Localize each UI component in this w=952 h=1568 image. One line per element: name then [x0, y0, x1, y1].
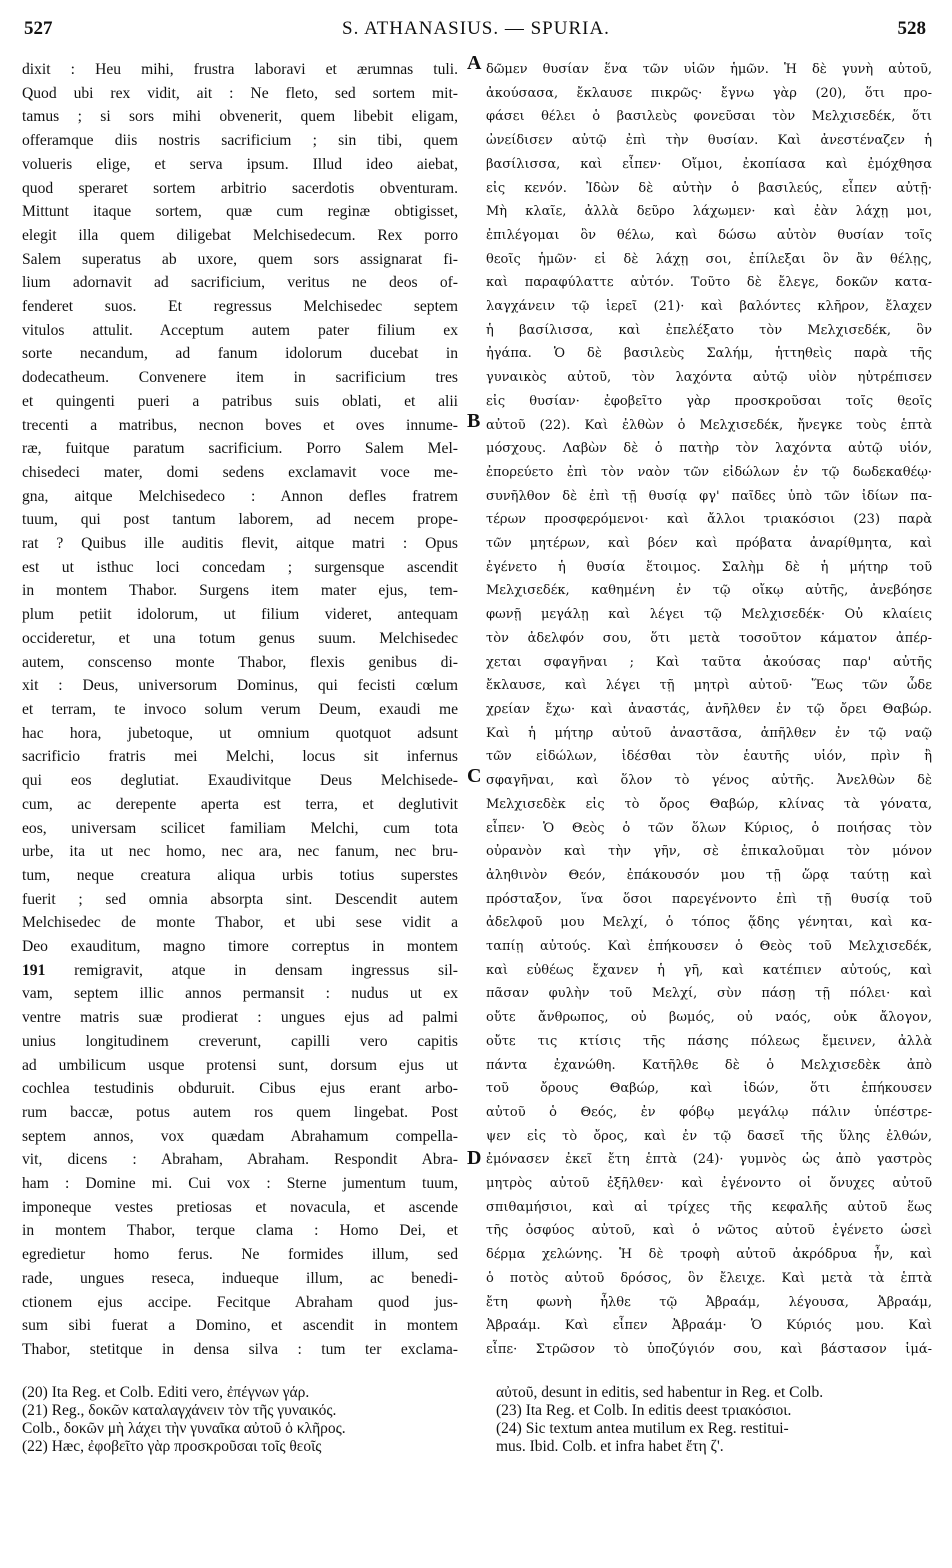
latin-text-line: septem annos, vox quædam Abrahamum compella- [22, 1127, 458, 1145]
greek-text-line: βασίλισσα, καὶ εἶπεν· Οἴμοι, ἐκοπίασα καὶ ἐμόχθησα [486, 156, 932, 172]
footnote-line: Colb., δοκῶν μὴ λάχει τὴν γυναῖκα αὐτοῦ ὁ κλῆρος. [22, 1420, 346, 1437]
latin-text-line: est ut isthuc loci concedam ; surgensque ascendit [22, 558, 458, 576]
latin-text-line: vitulos attulit. Acceptum autem pater filium ex [22, 321, 458, 339]
greek-text-line: δῶμεν θυσίαν ἕνα τῶν υἱῶν ἡμῶν. Ἡ δὲ γυνὴ αὐτοῦ, [486, 62, 932, 77]
latin-text-line: fuerit ; sed omnia absorpta sint. Descendit autem [22, 890, 458, 908]
greek-text-line: σφαγῆναι, καὶ ὅλον τὸ γένος αὐτῆς. Ἀνελθὼν δὲ [486, 773, 932, 789]
greek-text-line: ἐπιλέγομαι ὃν θέλω, καὶ δώσω αὐτὸν θυσίαν τοῖς [486, 227, 932, 243]
greek-text-line: ἀκούσασα, ἔκλαυσε πικρῶς· ἔγνω γὰρ (20), ὅτι προ- [486, 85, 932, 101]
latin-text-line: tamus ; si sors mihi obvenerit, quem libebit eligam, [22, 108, 458, 126]
right-page-number: 528 [897, 18, 926, 39]
greek-text-line: ἔκλαυσε, καὶ λέγει τῇ μητρὶ αὐτοῦ· Ἕως τῶν ὧδε [486, 678, 932, 694]
latin-text-line: hac hora, jubetoque, ut omnium quotquot adsunt [22, 724, 458, 742]
latin-text-line: autem, conscenso monte Thabor, flexis genibus di- [22, 653, 458, 671]
latin-text-line: trecenti a matribus, necnon boves et oves innume- [22, 416, 458, 434]
latin-column [22, 58, 458, 1362]
latin-text-line: Salem superatus ab uxore, quem sors assignarat fi- [22, 250, 458, 268]
greek-text-line: οὔτε τις κτίσις τῆς πάσης πόλεως ἔμεινεν, ἀλλὰ [486, 1033, 932, 1049]
margin-marker-b: B [467, 410, 481, 432]
greek-text-line: εἰς θυσίαν· ἐφοβεῖτο γὰρ προσκροῦσαι τοῖς θεοῖς [486, 393, 932, 409]
margin-marker-d: D [467, 1147, 482, 1169]
latin-text-line: 191 remigravit, atque in densam ingressus sil- [22, 961, 458, 979]
latin-text-line: vam, septem illic annos permansit : nudus ut ex [22, 985, 458, 1003]
latin-text-line: in montem Thabor, terque clama : Homo Dei, et [22, 1222, 458, 1240]
latin-text-line: Thabor, stetitque in densa silva : tum ter exclama- [22, 1340, 458, 1358]
latin-text-line: ræ, fuitque paratum sacrificium. Porro Salem Mel- [22, 440, 458, 458]
latin-text-line: Melchisedec de monte Thabor, et ubi sese vidit a [22, 914, 458, 932]
latin-text-line: cum, ac derepente aperta est terra, et deglutivit [22, 795, 458, 813]
greek-text-line: οὔτε ἄνθρωπος, οὐ βωμός, οὐ ναός, οὐκ ἄλογον, [486, 1010, 932, 1026]
latin-text-line: dixit : Heu mihi, frustra laboravi et ærumnas tuli. [22, 61, 458, 78]
footnote-line: αὐτοῦ, desunt in editis, sed habentur in Reg. et Colb. [496, 1384, 824, 1401]
latin-text-line: urbe, ita ut nec homo, nec ara, nec fanum, nec bru- [22, 843, 458, 861]
greek-text-line: αὐτοῦ ὁ Θεός, ἐν φόβῳ μεγάλῳ πάλιν ὑπέστρε- [486, 1104, 932, 1120]
greek-text-line: πᾶσαν φυλὴν τοῦ Μελχί, σὺν πάσῃ τῇ πόλει· καὶ [486, 986, 932, 1002]
greek-text-line: ἀδελφοῦ μου Μελχί, ὁ τόπος ᾅδης γένηται, καὶ κα- [486, 915, 932, 931]
greek-text-line: οὐρανὸν καὶ τὴν γῆν, σὲ ἐπικαλοῦμαι τὸν μόνον [486, 844, 932, 860]
greek-text-line: τῆς ὀσφύος αὐτοῦ, καὶ ὁ νῶτος αὐτοῦ ἐγένετο ὡσεὶ [486, 1223, 932, 1239]
latin-text-line: et quingenti pueri a patribus suis oblati, et alii [22, 392, 458, 410]
greek-text-line: ἠγάπα. Ὁ δὲ βασιλεὺς Σαλήμ, ἡττηθεὶς παρὰ τῆς [486, 346, 932, 362]
greek-text-line: καὶ εὐθέως ἔχανεν ἡ γῆ, καὶ κατέπιεν αὐτούς, καὶ [486, 962, 932, 978]
greek-text-line: χρείαν ἔχω· καὶ ἀναστάς, ἀνῆλθεν ἐν τῷ ὄρει Θαβώρ. [486, 701, 932, 717]
greek-text-line: ἔτη φωνὴ ἦλθε τῷ Ἀβραάμ, λέγουσα, Ἀβραάμ, [486, 1294, 932, 1310]
latin-text-line: tum, neque creatura aliqua urbis totius superstes [22, 866, 458, 884]
latin-text-line: occideretur, et una totum genus suum. Melchisedec [22, 629, 458, 647]
latin-text-line: ventre matris suæ prodierat : ungues ejus ad palmi [22, 1009, 458, 1027]
greek-text-line: φωνῇ μεγάλῃ καὶ λέγει τῷ Μελχισεδέκ· Οὐ κλαίεις [486, 607, 932, 623]
latin-text-line: dodecatheum. Convenere item in sacrificium tres [22, 369, 458, 387]
latin-text-line: rum baccæ, potus autem ros quem lingebat. Post [22, 1103, 458, 1121]
greek-text-line: Καὶ ἡ μήτηρ αὐτοῦ ἀναστᾶσα, ἀπῆλθεν ἐν τῷ ναῷ [486, 725, 932, 741]
greek-text-line: ἡ βασίλισσα, καὶ ἐπελέξατο τὸν Μελχισεδέκ, ὃν [486, 322, 932, 338]
greek-text-line: μόσχους. Λαβὼν δὲ ὁ πατὴρ τὸν λαχόντα αὐτῷ υἱόν, [486, 441, 932, 457]
greek-text-line: τοῦ ὄρους Θαβώρ, καὶ ἰδών, ὅτι ἐπήκουσεν [486, 1081, 932, 1097]
footnote-line: (24) Sic textum antea mutilum ex Reg. restitui- [496, 1420, 789, 1437]
greek-text-line: τῶν μητέρων, καὶ βόεν καὶ πρόβατα ἀναρίθμητα, καὶ [486, 536, 932, 552]
greek-text-line: ὁ ποτὸς αὐτοῦ δρόσος, ὃν ἔλειχε. Καὶ μετὰ τὰ ἑπτὰ [486, 1270, 932, 1286]
latin-text-line: fenderet suos. Et regressus Melchisedec septem [22, 298, 458, 316]
greek-text-line: εἶπε· Στρῶσον τὸ ὑποζύγιόν σου, καὶ βάστασον ἱμά- [486, 1341, 932, 1357]
footnotes-right [496, 1384, 932, 1456]
latin-text-line: chisedeci mater, domi sedens exclamavit voce me- [22, 463, 458, 481]
latin-text-line: Quod ubi rex vidit, ait : Ne fleto, sed sortem mit- [22, 84, 458, 102]
latin-text-line: cochlea testudinis obduruit. Cibus ejus erant arbo- [22, 1080, 458, 1098]
latin-text-line: et terram, te invoco solum verum Deum, exaudi me [22, 700, 458, 718]
greek-column [486, 58, 932, 1362]
greek-text-line: εἰς κενόν. Ἰδὼν δὲ αὐτὴν ὁ βασιλεύς, εἶπεν αὐτῇ· [486, 180, 932, 196]
margin-marker-c: C [467, 765, 482, 787]
greek-text-line: αὐτοῦ (22). Καὶ ἐλθὼν ὁ Μελχισεδέκ, ἤνεγκε τοὺς ἑπτὰ [486, 417, 932, 433]
latin-text-line: sacrificio fratris mei Melchi, locus sit infernus [22, 748, 458, 766]
latin-text-line: gna, aitque Melchisedeco : Annon defles fratrem [22, 487, 458, 505]
greek-text-line: χεται σφαγῆναι ; Καὶ ταῦτα ἀκούσας παρ' αὐτῆς [486, 654, 932, 670]
greek-text-line: ἐμόνασεν ἐκεῖ ἔτη ἑπτὰ (24)· γυμνὸς ὡς ἀπὸ γαστρὸς [486, 1152, 932, 1168]
page-header [0, 14, 952, 48]
latin-text-line: elegit illa quem diligebat Melchisedecum. Rex porro [22, 226, 458, 244]
latin-text-line: qui eos deglutiat. Exaudivitque Deus Melchisede- [22, 772, 458, 790]
greek-text-line: φάσει θέλει ὁ βασιλεὺς φονεῦσαι τὸν Μελχισεδέκ, ὅτι [486, 109, 932, 125]
latin-text-line: offeramque diis nostris sacrificium ; sin tibi, quem [22, 132, 458, 150]
greek-text-line: τέρων προσφερόμενοι· καὶ ἄλλοι τριακόσιοι (23) παρὰ [486, 512, 932, 528]
greek-text-line: πρόσταξον, ἵνα ὅσοι παρεγένοντο ἐπὶ τῇ θυσίᾳ τοῦ [486, 891, 932, 907]
latin-text-line: imponeque vestes pretiosas et novacula, et ascende [22, 1198, 458, 1216]
margin-marker-a: A [467, 52, 482, 74]
latin-text-line: sum sibi fuerat a Domino, et ascendit in montem [22, 1317, 458, 1335]
greek-text-line: Ἀβραάμ. Καὶ εἶπεν Ἀβραάμ· Ὁ Κύριός μου. Καὶ [486, 1318, 932, 1334]
greek-text-line: ἀληθινὸν Θεόν, ἐπάκουσόν μου τῇ ὥρᾳ ταύτῃ καὶ [486, 867, 932, 883]
latin-text-line: Deo exauditum, magno timore correptus in montem [22, 938, 458, 956]
greek-text-line: πάντα ἐχανώθη. Κατῆλθε δὲ ὁ Μελχισεδὲκ ἀπὸ [486, 1057, 932, 1073]
greek-text-line: θεοῖς ἡμῶν· εἰ δὲ λάχῃ σοι, ἐπίλεξαι ὃν ἂν θέλῃς, [486, 251, 932, 267]
greek-text-line: δέρμα χελώνης. Ἡ δὲ τροφὴ αὐτοῦ ἀκρόδρυα ἦν, καὶ [486, 1247, 932, 1263]
latin-text-line: xit : Deus, universorum Dominus, qui fecisti cœlum [22, 677, 458, 695]
greek-text-line: ὠνείδισεν αὐτῷ ἐπὶ τὴν θυσίαν. Καὶ ἀνεστέναζεν ἡ [486, 133, 932, 149]
greek-text-line: λαγχάνειν τῷ ἱερεῖ (21)· καὶ βαλόντες κλῆρον, ἔλαχεν [486, 299, 932, 315]
latin-text-line: lium adornavit ad sacrificium, veritus ne deos of- [22, 274, 458, 292]
latin-text-line: Mittunt itaque sortem, quæ cum reginæ obtigisset, [22, 203, 458, 221]
greek-text-line: τὸν ἀδελφόν σου, ὅτι μετὰ τοσοῦτον κάματον ἀπέρ- [486, 630, 932, 646]
latin-text-line: tuum, qui post tantum laborem, ad necem prope- [22, 511, 458, 529]
greek-text-line: καὶ παραφύλαττε αὐτόν. Τοῦτο δὲ ἔλεγε, δοκῶν κατα- [486, 275, 932, 291]
latin-text-line: egredietur homo ferus. Ne formides illum, sed [22, 1246, 458, 1264]
footnote-line: (22) Hæc, ἐφοβεῖτο γὰρ προσκροῦσαι τοῖς θεοῖς [22, 1438, 322, 1455]
greek-text-line: συνῆλθον δὲ ἐπὶ τῇ θυσίᾳ φγ' παῖδες ὑπὸ τῶν ἰδίων πα- [486, 488, 932, 504]
greek-text-line: ἐπορεύετο ἐπὶ τὸν ναὸν τῶν εἰδώλων ἐν τῷ δωδεκαθέῳ· [486, 464, 932, 480]
greek-text-line: Μὴ κλαῖε, ἀλλὰ δεῦρο λάχωμεν· καὶ ἐὰν λάχῃ μοι, [486, 204, 932, 220]
footnotes-left [22, 1384, 468, 1456]
left-page-number: 527 [24, 18, 53, 39]
latin-text-line: eos, universam scilicet familiam Melchi, cum tota [22, 819, 458, 837]
latin-text-line: plum petiit idolorum, ut filium videret, antequam [22, 606, 458, 624]
latin-text-line: in montem Thabor. Surgens item mater ejus, tem- [22, 582, 458, 600]
latin-text-line: ctionem ejus accipe. Fecitque Abraham quod jus- [22, 1293, 458, 1311]
latin-text-line: vit, dicens : Abraham, Abraham. Respondit Abra- [22, 1151, 458, 1169]
footnote-line: (20) Ita Reg. et Colb. Editi vero, ἐπέγνων γάρ. [22, 1384, 310, 1401]
greek-text-line: ταπίῃ αὐτούς. Καὶ ἐπήκουσεν ὁ Θεὸς τοῦ Μελχισεδέκ, [486, 939, 932, 955]
greek-text-line: γυναικὸς αὐτοῦ, τὸν λαχόντα αὐτῷ υἱὸν ηὐτρέπισεν [486, 370, 932, 386]
latin-text-line: unius longitudinem creverunt, capilli vero capitis [22, 1032, 458, 1050]
greek-text-line: τῶν εἰδώλων, ἰδέσθαι τὸν ἑαυτῆς υἱόν, πρὶν ἢ [486, 749, 932, 765]
latin-text-line: sorte necandum, ad fanum idolorum ducebat in [22, 345, 458, 363]
latin-text-line: quod speraret sortem arbitrio sacerdotis obventuram. [22, 179, 458, 197]
latin-text-line: volueris elige, et serva ipsum. Illud ideo aiebat, [22, 155, 458, 173]
greek-text-line: μητρὸς αὐτοῦ ἐξῆλθεν· καὶ ἐγένοντο οἱ ὄνυχες αὐτοῦ [486, 1176, 932, 1192]
footnote-line: mus. Ibid. Colb. et infra habet ἔτη ζ'. [496, 1438, 724, 1455]
footnote-line: (21) Reg., δοκῶν καταλαγχάνειν τὸν τῆς γυναικός. [22, 1402, 337, 1419]
greek-text-line: εἶπεν· Ὁ Θεὸς ὁ τῶν ὅλων Κύριος, ὁ ποιήσας τὸν [486, 820, 932, 836]
latin-text-line: ad umbilicum usque protensi sunt, dorsum ejus ut [22, 1056, 458, 1074]
greek-text-line: ἐγένετο ἡ θυσία ἕτοιμος. Σαλὴμ δὲ ἡ μήτηρ τοῦ [486, 559, 932, 575]
latin-text-line: rat ? Quibus ille auditis flevit, aitque matri : Opus [22, 535, 458, 553]
greek-text-line: Μελχισεδέκ, καθημένη ἐν τῷ οἴκῳ αὐτῆς, ἀνεβόησε [486, 583, 932, 599]
greek-text-line: σπιθαμήσιοι, καὶ αἱ τρίχες τῆς κεφαλῆς αὐτοῦ ἕως [486, 1199, 932, 1215]
latin-text-line: rade, ungues reseca, indueque illum, ac benedi- [22, 1269, 458, 1287]
running-title: S. ATHANASIUS. — SPURIA. [342, 18, 610, 39]
greek-text-line: Μελχισεδὲκ εἰς τὸ ὄρος Θαβώρ, κλίνας τὰ γόνατα, [486, 796, 932, 812]
footnote-line: (23) Ita Reg. et Colb. In editis deest τριακόσιοι. [496, 1402, 792, 1419]
latin-text-line: ham : Domine mi. Cui vox : Sterne jumentum tuum, [22, 1175, 458, 1193]
greek-text-line: ψεν εἰς τὸ ὄρος, καὶ ἐν τῷ δασεῖ τῆς ὕλης ἐλθών, [486, 1128, 932, 1144]
